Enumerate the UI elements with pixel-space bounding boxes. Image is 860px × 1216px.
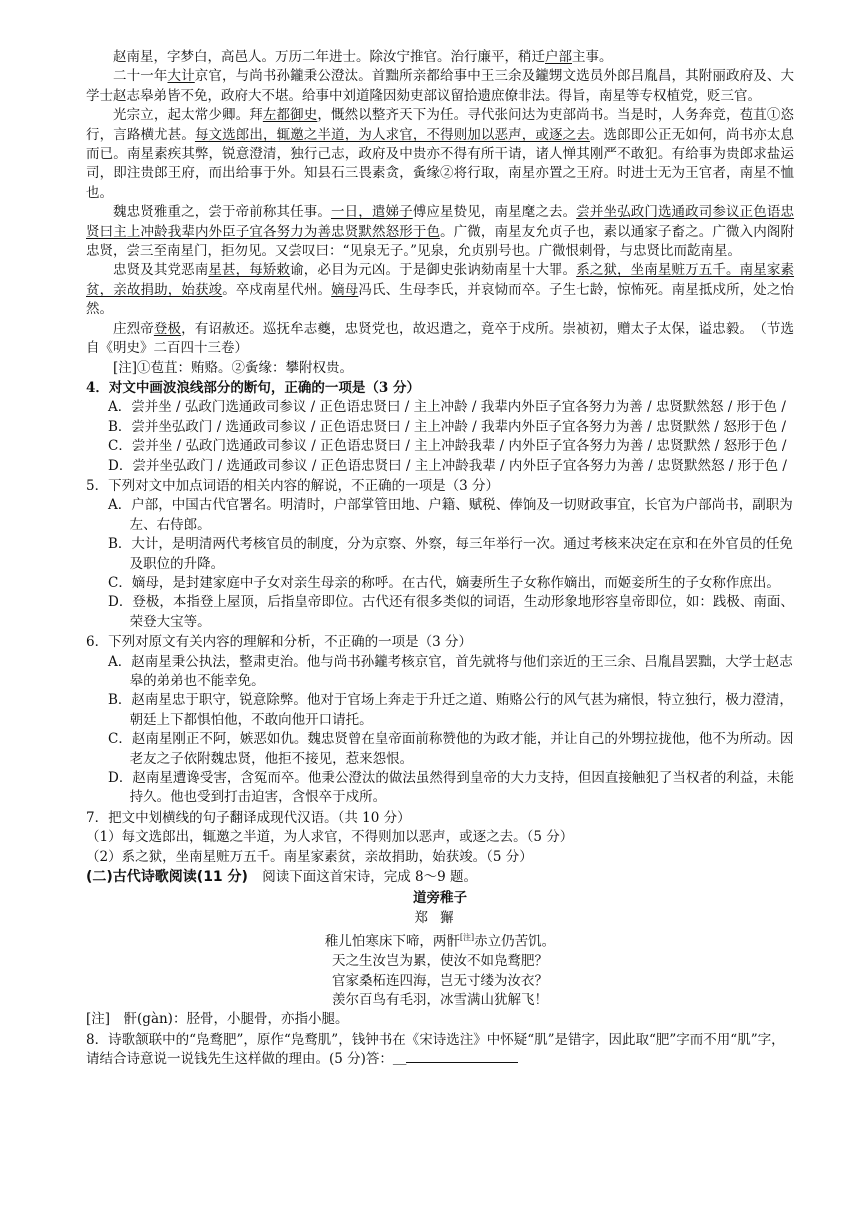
passage-paragraph-6: 庄烈帝登极，有诏赦还。巡抚牟志夔，忠贤党也，故迟遣之，竟卒于戍所。崇祯初，赠太子太保，谥忠毅。 （节选自《明史》二百四十三卷） [86,320,795,357]
poem [86,889,794,1010]
dotted-term: 大计 [167,68,195,85]
dotted-term: 左都御史 [262,107,318,124]
option-b[interactable]: B．尝并坐弘政门 / 选通政司参议 / 正色语忠贤曰 / 主上冲龄 / 我辈内外臣子宜各努力为善 / 忠贤默然 / 怒形于色 / [108,418,787,435]
question-7 [86,809,794,867]
underlined-sentence: 星甚，每矫敕 [208,262,291,279]
translation-item-1: （1）每文选郎出，辄邀之半道，为人求官，不得则加以恶声，或逐之去。（5 分） [86,829,574,846]
option-b[interactable]: B．赵南星忠于职守，锐意除弊。他对于官场上奔走于升迁之道、贿赂公行的风气甚为痛恨，特立独行，极力澄清，朝廷上下都惧怕他，不敢向他开口请托。 [108,692,793,728]
poem-author: 郑獬 [414,909,466,926]
passage-paragraph-3: 光宗立，起太常少卿。拜左都御史，慨然以整齐天下为任。寻代张问达为吏部尚书。当是时，人务奔竞，苞苴①恣行，言路横尤甚。每文选郎出，辄邀之半道，为人求官，不得则加以恶声，或逐之去。选郎即公正无如何，尚书亦太息而已。南星素疾其弊，锐意澄清，独行己志，政府及中贵亦不得有所干请，诸人惮其刚严不敢犯。有给事为贵郎求盐运司，即注贵郎王府，而出给事于外。知县石三畏素贪，夤缘②将行取，南星亦置之王府。时进士无为王官者，南星不恤也。 [86,107,795,201]
poem-line-2: 天之生汝岂为累，使汝不如凫鹜肥？ [332,953,548,970]
option-b[interactable]: B．大计，是明清两代考核官员的制度，分为京察、外察，每三年举行一次。通过考核来决定在京和在外官员的任免及职位的升降。 [108,536,793,572]
poem-line-3: 官家桑柘连四海，岂无寸缕为汝衣？ [332,972,548,989]
wavy-underlined-sentence: 尝并坐弘政门选通政司参议正色语忠贤曰主上冲龄我辈内外臣子宜各努力为善忠贤默然怒形于色 [86,204,795,240]
dotted-term: 登极 [153,320,182,337]
question-4 [86,379,794,476]
underlined-sentence: 系之狱，坐南星赃万五千。南星家素贫，亲故捐助，始获竣 [86,262,795,298]
option-c[interactable]: C．嫡母，是封建家庭中子女对亲生母亲的称呼。在古代，嫡妻所生子女称作嫡出，而姬妾所生的子女称作庶出。 [108,574,780,591]
poem-line-1: 稚儿怕寒床下啼，两骭[注]赤立仍苦饥。 [324,933,556,950]
option-list [86,653,794,808]
passage-paragraph-5: 忠贤及其党恶南星甚，每矫敕谕，必目为元凶。于是御史张讷劾南星十大罪。系之狱，坐南星赃万五千。南星家素贫，亲故捐助，始获竣。卒戍南星代州。嫡母冯氏、生母李氏，并哀恸而卒。子生七龄，惊怖死。南星抵戍所，处之怡然。 [86,262,795,318]
option-d[interactable]: D．尝并坐弘政门 / 选通政司参议 / 正色语忠贤曰 / 主上冲龄我辈 / 内外臣子宜各努力为善 / 忠贤默然怒 / 形于色 / [108,457,787,474]
passage-paragraph-1: 赵南星，字梦白，高邑人。万历二年进士。除汝宁推官。治行廉平，稍迁户部主事。 [113,49,613,65]
question-5 [86,477,794,632]
answer-blank[interactable] [406,1050,518,1063]
question-stem: 8．诗歌颔联中的“凫鹜肥”，原作“凫鹜肌”，钱钟书在《宋诗选注》中怀疑“肌”是错字，因此取“肥”字而不用“肌”字，请结合诗意说一说钱先生这样做的理由。(5 分)答： [86,1031,785,1068]
section-intro: 阅读下面这首宋诗，完成 8～9 题。 [262,869,478,886]
poem-line-4: 羡尔百鸟有毛羽，冰雪满山犹解飞！ [332,992,548,1008]
classical-passage [86,48,794,378]
option-a[interactable]: A．户部，中国古代官署名。明清时，户部掌管田地、户籍、赋税、俸饷及一切财政事宜，长官为户部尚书，副职为左、右侍郎。 [108,497,793,533]
option-d[interactable]: D．登极，本指登上屋顶，后指皇帝即位。古代还有很多类似的词语，生动形象地形容皇帝即位，如：践极、南面、荣登大宝等。 [108,594,794,630]
poetry-section [86,868,794,1030]
answer-blank-prefix: ＿ [392,1051,407,1068]
passage-paragraph-4: 魏忠贤雅重之，尝于帝前称其任事。一日，遣娣子傅应星贽见，南星麾之去。尝并坐弘政门选通政司参议正色语忠贤曰主上冲龄我辈内外臣子宜各努力为善忠贤默然怒形于色。广微，南星友允贞子也，素以通家子畜之。广微入内阁附忠贤，尝三至南星门，拒勿见。又尝叹曰：“见泉无子。”见泉，允贞别号也。广微恨刺骨，与忠贤比而龁南星。 [86,204,795,260]
passage-note: [注]①苞苴：贿赂。②夤缘：攀附权贵。 [113,359,354,376]
poem-title: 道旁稚子 [413,890,467,907]
question-stem: 4．对文中画波浪线部分的断句，正确的一项是（3 分） [86,379,420,396]
underlined-sentence: 一日，遣娣子 [330,204,413,221]
poem-note: [注] 骭(gàn)：胫骨，小腿骨，亦指小腿。 [86,1011,349,1028]
option-c[interactable]: C．尝并坐 / 弘政门选通政司参议 / 正色语忠贤曰 / 主上冲龄我辈 / 内外臣子宜各努力为善 / 忠贤默然 / 怒形于色 / [108,438,787,455]
question-8 [86,1031,794,1070]
question-stem: 5．下列对文中加点词语的相关内容的解说，不正确的一项是（3 分） [86,477,499,494]
option-a[interactable]: A．尝并坐 / 弘政门选通政司参议 / 正色语忠贤曰 / 主上冲龄 / 我辈内外臣子宜各努力为善 / 忠贤默然怒 / 形于色 / [108,399,786,416]
underlined-sentence: 每文选郎出，辄邀之半道，为人求官，不得则加以恶声，或逐之去 [194,126,590,143]
note-marker: [注] [459,933,475,943]
option-list [86,398,794,476]
option-a[interactable]: A．赵南星秉公执法，整肃吏治。他与尚书孙鑨考核京官，首先就将与他们亲近的王三余、吕胤昌罢黜，大学士赵志皋的弟弟也不能幸免。 [108,653,793,689]
dotted-term: 嫡母 [331,281,359,298]
dotted-term: 户部 [545,49,572,65]
passage-paragraph-2: 二十一年大计京官，与尚书孙鑨秉公澄汰。首黜所亲都给事中王三余及鑨甥文选员外郎吕胤昌，其附丽政府及、大学士赵志皋弟皆不免，政府大不堪。给事中刘道隆因劾吏部议留拾遗庶僚非法。得旨，南星等专权植党，贬三官。 [86,68,795,104]
option-c[interactable]: C．赵南星刚正不阿，嫉恶如仇。魏忠贤曾在皇帝面前称赞他的为政才能，并让自己的外甥拉拢他，他不为所动。因老友之子依附魏忠贤，他拒不接见，惹来怨恨。 [108,731,794,767]
question-6 [86,633,794,808]
option-d[interactable]: D．赵南星遭谗受害，含冤而卒。他秉公澄汰的做法虽然得到皇帝的大力支持，但因直接触犯了当权者的利益，未能持久。他也受到打击迫害，含恨卒于戍所。 [108,770,794,806]
question-stem: 7．把文中划横线的句子翻译成现代汉语。（共 10 分） [86,809,411,826]
option-list [86,496,794,632]
section-heading: (二)古代诗歌阅读(11 分) [86,869,248,886]
translation-item-2: （2）系之狱，坐南星赃万五千。南星家素贫，亲故捐助，始获竣。（5 分） [86,848,533,865]
question-stem: 6．下列对原文有关内容的理解和分析，不正确的一项是（3 分） [86,634,472,651]
